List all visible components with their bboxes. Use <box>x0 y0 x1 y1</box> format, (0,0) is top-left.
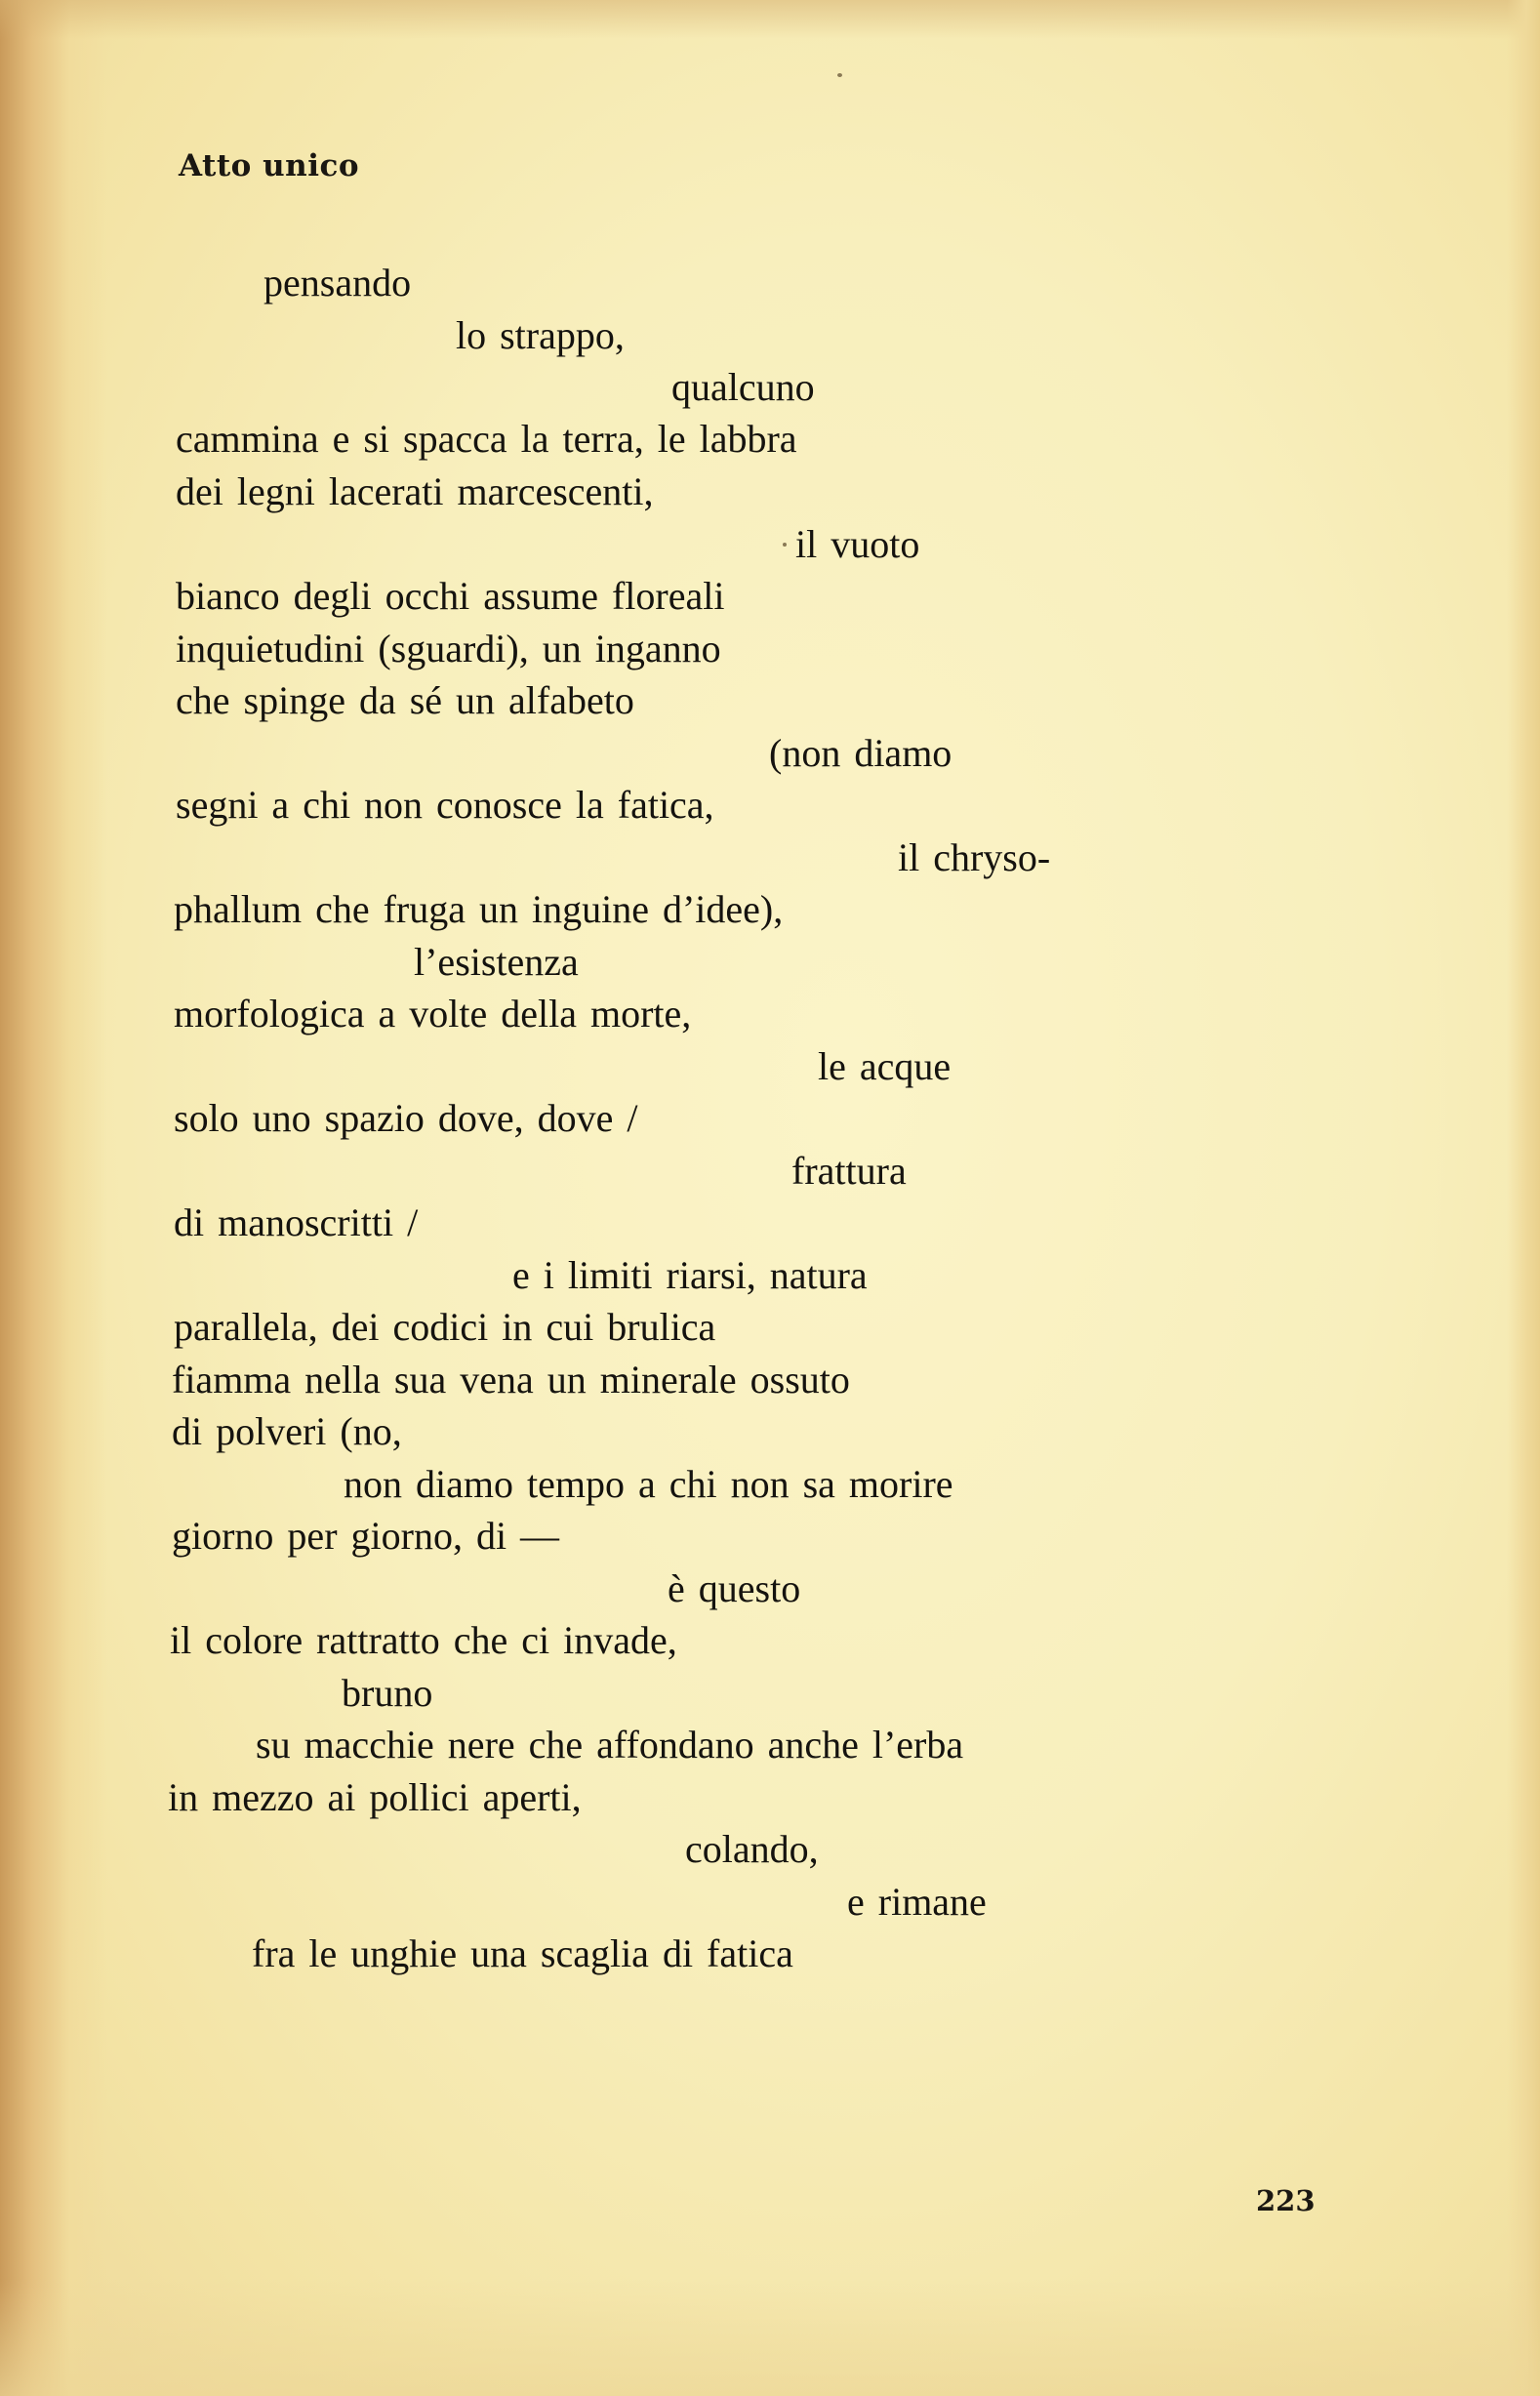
poem-line: segni a chi non conosce la fatica, <box>176 783 714 827</box>
poem-line: bianco degli occhi assume floreali <box>176 574 725 618</box>
bottom-shade <box>0 2279 1540 2396</box>
poem-line: bruno <box>342 1671 433 1715</box>
poem-line: è questo <box>668 1566 801 1610</box>
poem-line: il colore rattratto che ci invade, <box>170 1618 677 1662</box>
poem-line: dei legni lacerati marcescenti, <box>176 469 654 513</box>
poem-line: lo strappo, <box>456 313 625 357</box>
page-edge <box>1507 0 1540 2396</box>
paper-speck <box>837 73 842 77</box>
poem-line: di manoscritti / <box>174 1200 419 1244</box>
poem-line: fra le unghie una scaglia di fatica <box>252 1931 793 1975</box>
poem-line: e i limiti riarsi, natura <box>512 1253 868 1297</box>
poem-line: parallela, dei codici in cui brulica <box>174 1305 716 1349</box>
poem-line: phallum che fruga un inguine d’idee), <box>174 887 784 931</box>
poem-line: di polveri (no, <box>172 1409 402 1453</box>
poem-line: (non diamo <box>769 731 952 775</box>
poem-line: solo uno spazio dove, dove / <box>174 1096 638 1140</box>
poem-line: pensando <box>263 261 412 305</box>
poem-line: morfologica a volte della morte, <box>174 992 692 1036</box>
poem-line: l’esistenza <box>414 940 579 984</box>
poem-line: il chryso- <box>898 835 1051 879</box>
poem-line: che spinge da sé un alfabeto <box>176 678 634 722</box>
poem-line: frattura <box>791 1149 907 1193</box>
poem-line: inquietudini (sguardi), un inganno <box>176 627 721 670</box>
poem-line: fiamma nella sua vena un minerale ossuto <box>172 1358 850 1401</box>
paper-speck <box>783 543 787 547</box>
poem-line: colando, <box>685 1827 819 1871</box>
poem-line: cammina e si spacca la terra, le labbra <box>176 417 797 461</box>
poem-line: le acque <box>818 1044 952 1088</box>
running-header: Atto unico <box>179 148 360 183</box>
top-shadow <box>0 0 1540 39</box>
poem-line: il vuoto <box>795 522 920 566</box>
poem-line: qualcuno <box>671 365 815 409</box>
poem-line: non diamo tempo a chi non sa morire <box>344 1462 953 1506</box>
spine-shadow <box>0 0 107 2396</box>
poem-line: giorno per giorno, di — <box>172 1514 560 1558</box>
page-number: 223 <box>1256 2184 1316 2217</box>
poem-line: in mezzo ai pollici aperti, <box>168 1775 582 1819</box>
poem-line: e rimane <box>847 1880 987 1924</box>
poem-line: su macchie nere che affondano anche l’erba <box>256 1723 964 1767</box>
